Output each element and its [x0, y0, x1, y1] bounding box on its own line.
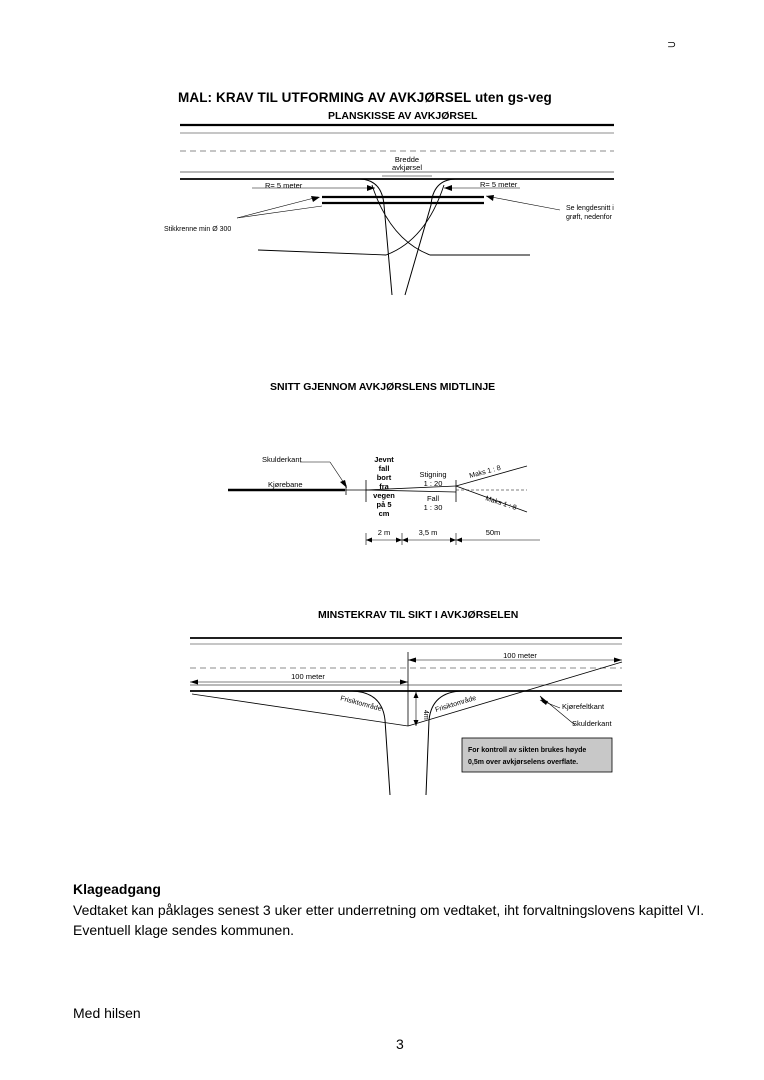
frisikt-right-label: Frisiktområde — [434, 694, 478, 714]
klage-body — [73, 900, 733, 940]
radius-left-label: R= 5 meter — [265, 181, 303, 190]
radius-right-label: R= 5 meter — [480, 180, 518, 189]
dist-right-label: 100 meter — [503, 651, 537, 660]
lengdesnitt-label-1: Se lengdesnitt i — [566, 205, 614, 212]
corner-mark: ⊃ — [667, 39, 677, 51]
klage-line-1: Vedtaket kan påklages senest 3 uker etter underretning om vedtaket, iht forvaltningslovens kapittel VI. — [73, 902, 705, 918]
jevnt-fall-line-2: fall — [378, 464, 390, 473]
avkjorsel-label: avkjørsel — [391, 163, 423, 172]
sight-diagram — [0, 630, 764, 800]
note-line-1: For kontroll av sikten brukes høyde — [468, 747, 587, 754]
section-title: SNITT GJENNOM AVKJØRSLENS MIDTLINJE — [270, 381, 496, 393]
stigning-label: Stigning — [419, 470, 447, 479]
klage-heading: Klageadgang — [73, 881, 161, 897]
frisikt-left-label: Frisiktområde — [339, 695, 383, 713]
jevnt-fall-line-3: bort — [376, 473, 392, 482]
maks-upper-label: Maks 1 : 8 — [468, 464, 502, 480]
section-diagram — [0, 440, 764, 550]
lengdesnitt-label-2: grøft, nedenfor — [566, 214, 612, 221]
four-m-label: 4m — [422, 710, 429, 720]
dist-left-label: 100 meter — [291, 672, 325, 681]
skulderkant-label: Skulderkant — [262, 455, 302, 464]
dim-3-5m: 3,5 m — [418, 528, 438, 537]
plan-sketch-diagram — [0, 0, 764, 360]
klage-line-2: Eventuell klage sendes kommunen. — [73, 922, 295, 938]
jevnt-fall-line-4: fra — [379, 482, 389, 491]
jevnt-fall-line-7: cm — [378, 509, 390, 518]
plan-subtitle: PLANSKISSE AV AVKJØRSEL — [328, 110, 478, 122]
page-number: 3 — [396, 1036, 404, 1052]
jevnt-fall-line-1: Jevnt — [374, 455, 394, 464]
fall-ratio: 1 : 30 — [423, 503, 443, 512]
dim-2m: 2 m — [377, 528, 391, 537]
stikkrenne-label: Stikkrenne min Ø 300 — [164, 226, 232, 233]
closing-greeting: Med hilsen — [73, 1005, 141, 1021]
plan-title: MAL: KRAV TIL UTFORMING AV AVKJØRSEL uten gs-veg — [178, 90, 552, 105]
jevnt-fall-line-5: vegen — [373, 491, 395, 500]
note-line-2: 0,5m over avkjørselens overflate. — [468, 759, 579, 766]
kjorebane-label: Kjørebane — [268, 480, 303, 489]
skulderkant-sight-label: Skulderkant — [572, 719, 612, 728]
jevnt-fall-line-6: på 5 — [376, 500, 392, 509]
stigning-ratio: 1 : 20 — [423, 479, 443, 488]
fall-label: Fall — [426, 494, 440, 503]
jevnt-fall-label — [373, 455, 395, 518]
bredde-label: Bredde — [394, 155, 420, 164]
sight-title: MINSTEKRAV TIL SIKT I AVKJØRSELEN — [318, 609, 519, 621]
kjorefeltkant-label: Kjørefeltkant — [562, 702, 605, 711]
maks-lower-label: Maks 1 : 8 — [484, 495, 518, 512]
dim-50m: 50m — [485, 528, 501, 537]
